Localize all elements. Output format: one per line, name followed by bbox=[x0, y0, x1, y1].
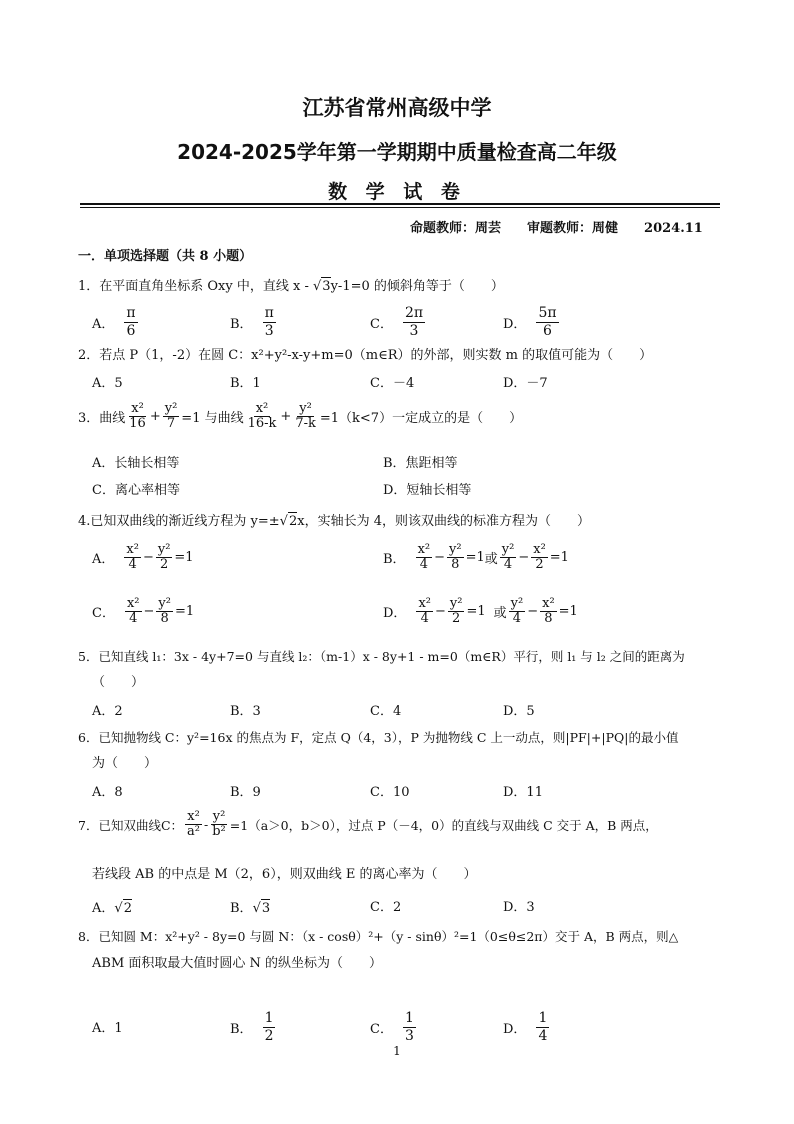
q1-sqrt-value: 3 bbox=[322, 279, 331, 294]
option-label: A． bbox=[92, 901, 115, 916]
numerator: y² bbox=[164, 401, 178, 416]
q5-option-b: B．3 bbox=[230, 704, 261, 719]
numerator: x² bbox=[418, 596, 431, 611]
question-6-line-1: 6．已知抛物线 C：y²=16x 的焦点为 F，定点 Q（4，3），P 为抛物线 C 上一动点，则|PF|+|PQ|的最小值 bbox=[78, 730, 679, 745]
question-8-line-2: ABM 面积取最大值时圆心 N 的纵坐标为（ ） bbox=[92, 956, 383, 971]
q6-option-a: A．8 bbox=[92, 785, 123, 800]
fraction bbox=[185, 810, 202, 839]
minus-sign: − bbox=[143, 604, 155, 619]
option-label: C． bbox=[370, 1022, 393, 1037]
q7-stem-b: =1（a＞0，b＞0），过点 P（－4，0）的直线与双曲线 C 交于 A，B 两点， bbox=[229, 817, 658, 833]
sqrt-2: √ 2 bbox=[114, 901, 132, 916]
minus-sign: − bbox=[518, 550, 530, 565]
q6-option-c: C．10 bbox=[370, 785, 410, 800]
question-8-line-1: 8．已知圆 M：x²+y² - 8y=0 与圆 N：（x - cosθ）²+（y - sinθ）²=1（0≤θ≤2π）交于 A，B 两点，则△ bbox=[78, 929, 679, 944]
sqrt-3: √ 3 bbox=[252, 901, 271, 916]
q3-option-b: B．焦距相等 bbox=[383, 456, 458, 471]
q7-option-b bbox=[230, 899, 270, 918]
minus-sign: - bbox=[204, 817, 209, 832]
numerator: x² bbox=[417, 542, 431, 557]
option-label: D． bbox=[503, 317, 527, 332]
numerator: π bbox=[264, 305, 274, 321]
q4-option-a bbox=[92, 543, 194, 572]
fraction bbox=[127, 402, 148, 431]
numerator: y² bbox=[212, 809, 226, 824]
fraction bbox=[416, 597, 433, 626]
denominator: 6 bbox=[543, 323, 552, 339]
subject-title: 数 学 试 卷 bbox=[328, 181, 466, 203]
q8-option-c bbox=[370, 1010, 418, 1045]
numerator: y² bbox=[510, 596, 524, 611]
q1-stem-b: y-1=0 的倾斜角等于（ ） bbox=[330, 279, 504, 294]
fraction bbox=[509, 597, 526, 626]
minus-sign: − bbox=[527, 604, 539, 619]
minus-sign: − bbox=[142, 550, 154, 565]
q3-option-c: C．离心率相等 bbox=[92, 483, 180, 498]
school-name: 江苏省常州高级中学 bbox=[302, 96, 492, 120]
numerator: x² bbox=[542, 596, 555, 611]
q3-option-a: A．长轴长相等 bbox=[92, 456, 180, 471]
question-6-line-2: 为（ ） bbox=[92, 756, 158, 771]
header-divider-thin bbox=[80, 207, 720, 208]
numerator: 2π bbox=[404, 305, 424, 321]
denominator: 2 bbox=[159, 557, 169, 572]
equals-one: =1 bbox=[465, 550, 485, 565]
equals-one: =1 bbox=[174, 604, 195, 619]
fraction bbox=[246, 402, 279, 431]
q6-option-b: B．9 bbox=[230, 785, 261, 800]
q3-stem-a: 3．曲线 bbox=[78, 411, 126, 426]
setter: 命题教师：周芸 bbox=[410, 221, 502, 236]
header-divider bbox=[80, 203, 720, 205]
fraction bbox=[163, 402, 180, 431]
q2-option-c: C．－4 bbox=[370, 376, 415, 391]
option-label: B． bbox=[383, 552, 406, 567]
denominator: 8 bbox=[544, 611, 553, 626]
fraction bbox=[156, 597, 173, 626]
q1-option-c bbox=[370, 305, 427, 340]
numerator: x² bbox=[187, 809, 200, 824]
fraction bbox=[156, 543, 173, 572]
numerator: y² bbox=[449, 596, 463, 611]
fraction bbox=[293, 402, 318, 431]
numerator: y² bbox=[157, 542, 171, 557]
fraction bbox=[500, 543, 517, 572]
denominator: 4 bbox=[419, 557, 428, 572]
denominator: 2 bbox=[264, 1028, 274, 1044]
denominator: 4 bbox=[503, 557, 513, 572]
numerator: y² bbox=[299, 401, 312, 416]
numerator: y² bbox=[501, 542, 515, 557]
option-label: B． bbox=[230, 317, 253, 332]
denominator: 2 bbox=[535, 557, 544, 572]
fraction bbox=[448, 597, 465, 626]
question-7-line-1 bbox=[78, 810, 658, 839]
option-label: D． bbox=[503, 1022, 527, 1037]
q6-option-d: D．11 bbox=[503, 785, 543, 800]
option-label: A． bbox=[92, 552, 115, 567]
q7-option-c: C．2 bbox=[370, 900, 402, 915]
q3-stem-b: =1（k<7）一定成立的是（ ） bbox=[319, 411, 523, 426]
q4-stem-a: 4.已知双曲线的渐近线方程为 y=± bbox=[78, 514, 280, 529]
minus-sign: − bbox=[434, 550, 446, 565]
fraction bbox=[416, 543, 433, 572]
option-label: A． bbox=[92, 317, 115, 332]
denominator: 8 bbox=[451, 557, 460, 572]
denominator: 7-k bbox=[295, 416, 316, 431]
fraction bbox=[403, 1010, 416, 1045]
denominator: 3 bbox=[264, 323, 274, 339]
fraction bbox=[125, 597, 142, 626]
section-heading: 一．单项选择题（共 8 小题） bbox=[78, 249, 253, 264]
denominator: 7 bbox=[166, 416, 176, 431]
question-5-line-2: （ ） bbox=[92, 675, 145, 690]
q2-option-a: A．5 bbox=[92, 376, 123, 391]
exam-title: 2024-2025学年第一学期期中质量检查高二年级 bbox=[177, 140, 617, 164]
q1-option-b bbox=[230, 305, 278, 340]
option-label: B． bbox=[230, 1022, 253, 1037]
fraction bbox=[540, 597, 557, 626]
equals-one: =1 bbox=[466, 604, 486, 619]
q3-option-d: D．短轴长相等 bbox=[383, 483, 472, 498]
sqrt-value: 2 bbox=[123, 901, 132, 916]
or-word: 或 bbox=[493, 606, 507, 621]
fraction bbox=[210, 810, 228, 839]
denominator: b² bbox=[212, 824, 226, 839]
minus-sign: − bbox=[434, 604, 446, 619]
denominator: 4 bbox=[512, 611, 522, 626]
q7-option-a bbox=[92, 899, 132, 918]
q1-option-a bbox=[92, 305, 140, 340]
denominator: 2 bbox=[452, 611, 461, 626]
fraction bbox=[536, 305, 558, 340]
numerator: 1 bbox=[404, 1010, 414, 1026]
q8-option-d bbox=[503, 1010, 551, 1045]
fraction bbox=[263, 1010, 276, 1045]
q1-stem-a: 1．在平面直角坐标系 Oxy 中，直线 x - bbox=[78, 279, 313, 294]
denominator: 16-k bbox=[247, 416, 277, 431]
denominator: 4 bbox=[538, 1028, 548, 1044]
question-1-stem bbox=[78, 277, 504, 296]
fraction bbox=[124, 543, 141, 572]
q5-option-c: C．4 bbox=[370, 704, 402, 719]
numerator: x² bbox=[533, 542, 546, 557]
question-4-stem bbox=[78, 512, 590, 531]
q4-sqrt-value: 2 bbox=[288, 514, 298, 529]
sqrt-value: 3 bbox=[261, 901, 271, 916]
denominator: 3 bbox=[404, 1028, 414, 1044]
denominator: 3 bbox=[409, 323, 419, 339]
q4-option-b bbox=[383, 543, 569, 572]
exam-date: 2024.11 bbox=[644, 221, 703, 236]
equals-one: =1 bbox=[558, 604, 578, 619]
denominator: 16 bbox=[129, 416, 146, 431]
q4-option-c bbox=[92, 597, 194, 626]
fraction bbox=[124, 305, 137, 340]
question-5-line-1: 5．已知直线 l₁：3x - 4y+7=0 与直线 l₂：（m-1）x - 8y+1 - m=0（m∈R）平行，则 l₁ 与 l₂ 之间的距离为 bbox=[78, 649, 685, 664]
option-label: C． bbox=[370, 317, 393, 332]
numerator: y² bbox=[449, 542, 462, 557]
q2-option-b: B．1 bbox=[230, 376, 261, 391]
numerator: π bbox=[126, 305, 136, 321]
q2-option-d: D．－7 bbox=[503, 376, 548, 391]
equals-one: =1 bbox=[174, 550, 194, 565]
numerator: 1 bbox=[538, 1010, 548, 1026]
teacher-line bbox=[410, 217, 729, 236]
q7-option-d: D．3 bbox=[503, 900, 535, 915]
plus-sign: + bbox=[149, 409, 161, 424]
numerator: x² bbox=[126, 542, 139, 557]
q5-option-a: A．2 bbox=[92, 704, 123, 719]
option-label: C． bbox=[92, 606, 115, 621]
q8-option-b bbox=[230, 1010, 277, 1045]
q8-option-a: A．1 bbox=[92, 1021, 123, 1036]
q4-option-d bbox=[383, 597, 578, 626]
plus-sign: + bbox=[280, 409, 292, 424]
question-2-stem: 2．若点 P（1，-2）在圆 C：x²+y²-x-y+m=0（m∈R）的外部，则实数 m 的取值可能为（ ） bbox=[78, 348, 653, 363]
denominator: 6 bbox=[126, 323, 136, 339]
q4-stem-b: x，实轴长为 4，则该双曲线的标准方程为（ ） bbox=[297, 514, 590, 529]
denominator: 4 bbox=[128, 557, 137, 572]
numerator: y² bbox=[158, 596, 171, 611]
fraction bbox=[403, 305, 425, 340]
or-word: 或 bbox=[484, 552, 498, 567]
q7-stem-a: 7．已知双曲线C： bbox=[78, 817, 184, 833]
numerator: x² bbox=[131, 401, 144, 416]
denominator: 4 bbox=[420, 611, 429, 626]
denominator: a² bbox=[187, 824, 200, 839]
sqrt-2: √ 2 bbox=[279, 514, 298, 529]
fraction bbox=[263, 305, 276, 340]
denominator: 8 bbox=[160, 611, 169, 626]
denominator: 4 bbox=[129, 611, 138, 626]
option-label: D． bbox=[383, 606, 407, 621]
numerator: x² bbox=[126, 596, 140, 611]
page-number: 1 bbox=[393, 1044, 401, 1058]
question-7-line-2: 若线段 AB 的中点是 M（2，6），则双曲线 E 的离心率为（ ） bbox=[92, 867, 477, 882]
reviewer: 审题教师：周健 bbox=[527, 221, 619, 236]
sqrt-3: √ 3 bbox=[313, 279, 331, 294]
option-label: B． bbox=[230, 901, 253, 916]
fraction bbox=[536, 1010, 549, 1045]
q3-stem-mid: =1 与曲线 bbox=[181, 411, 244, 426]
equals-one: =1 bbox=[549, 550, 569, 565]
numerator: x² bbox=[255, 401, 269, 416]
fraction bbox=[531, 543, 548, 572]
q5-option-d: D．5 bbox=[503, 704, 535, 719]
question-3-stem bbox=[78, 402, 522, 431]
q1-option-d bbox=[503, 305, 561, 340]
fraction bbox=[447, 543, 464, 572]
numerator: 1 bbox=[264, 1010, 274, 1026]
numerator: 5π bbox=[538, 305, 557, 321]
